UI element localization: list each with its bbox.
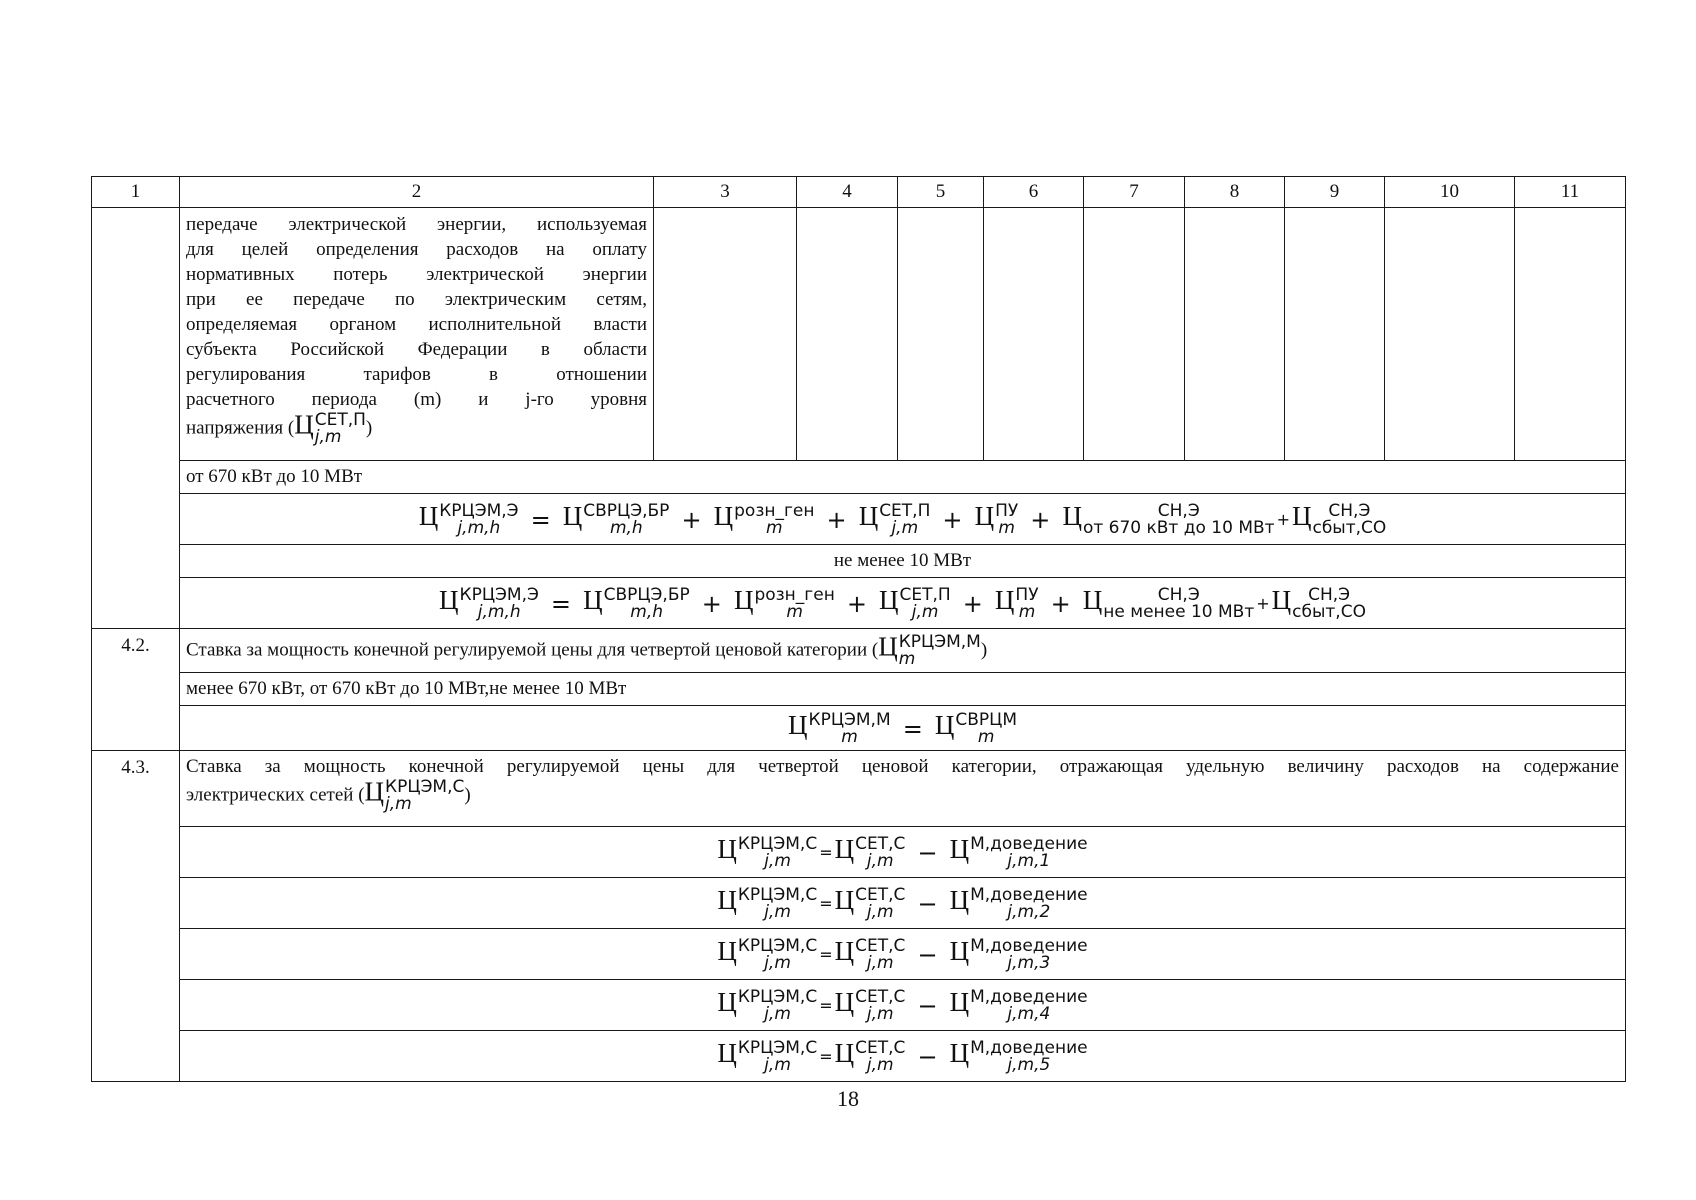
header-cell: 10	[1385, 177, 1515, 208]
superscript: КРЦЭМ,С	[737, 1037, 818, 1058]
symbol-indices	[737, 833, 818, 871]
price-symbol: Ц	[949, 834, 970, 865]
operator: +	[1050, 589, 1071, 618]
symbol-indices	[970, 935, 1088, 973]
subscript: j,m	[866, 850, 894, 871]
table-row	[92, 878, 1626, 929]
subscript: j,m	[891, 517, 919, 538]
superscript: М,доведение	[970, 986, 1088, 1007]
subscript: m	[1018, 601, 1036, 622]
price-symbol: Ц	[717, 1038, 737, 1069]
subscript: j,m	[764, 1054, 791, 1075]
superscript: ПУ	[995, 500, 1019, 521]
price-symbol: Ц	[834, 885, 855, 916]
subscript: j,m,h	[457, 517, 501, 538]
price-symbol: Ц	[834, 834, 855, 865]
table-row	[92, 706, 1626, 751]
operator: =	[530, 505, 551, 534]
superscript: СЕТ,С	[855, 1037, 906, 1058]
operator: −	[917, 889, 938, 918]
empty-cell	[797, 208, 898, 461]
symbol-indices	[737, 935, 818, 973]
symbol-indices	[970, 986, 1088, 1024]
price-symbol: Ц	[994, 585, 1015, 616]
symbol-indices	[899, 584, 951, 622]
symbol-indices	[1292, 584, 1366, 622]
subscript: j,m,3	[1007, 952, 1051, 973]
superscript: розн_ген	[754, 584, 835, 605]
empty-cell	[1515, 208, 1626, 461]
operator: −	[917, 1042, 938, 1071]
operator: +	[1276, 510, 1290, 530]
text-line: Ставка за мощность конечной регулируемой цены для четвертой ценовой категории, отражающая удельную величину расходов на содержание	[186, 756, 1619, 777]
header-cell: 7	[1084, 177, 1185, 208]
table-row	[92, 461, 1626, 494]
text-line-with-symbol	[186, 409, 647, 447]
operator: +	[681, 505, 702, 534]
symbol-indices	[995, 500, 1019, 538]
header-cell: 4	[797, 177, 898, 208]
subscript: j,m	[866, 952, 894, 973]
empty-cell	[1385, 208, 1515, 461]
row-number-cell-empty	[92, 208, 180, 629]
operator: +	[1256, 594, 1270, 614]
superscript: СЕТ,П	[899, 584, 951, 605]
price-symbol: Ц	[949, 885, 970, 916]
table-row	[92, 827, 1626, 878]
superscript: СН,Э	[1308, 584, 1351, 605]
subscript: сбыт,СО	[1292, 601, 1366, 622]
symbol-indices	[583, 500, 670, 538]
formula-cell	[180, 494, 1626, 545]
table-row	[92, 494, 1626, 545]
superscript: СН,Э	[1328, 500, 1371, 521]
superscript: КРЦЭМ,Э	[439, 500, 519, 521]
symbol-indices	[737, 1037, 818, 1075]
price-symbol: Ц	[294, 409, 314, 440]
text-line: субъекта Российской Федерации в области	[186, 339, 647, 360]
superscript: ПУ	[1015, 584, 1039, 605]
operator: =	[902, 714, 923, 743]
superscript: М,доведение	[970, 1037, 1088, 1058]
symbol-indices	[855, 884, 906, 922]
price-symbol: Ц	[583, 585, 603, 616]
symbol-indices	[855, 833, 906, 871]
subscript: j,m,1	[1007, 850, 1051, 871]
table-row	[92, 673, 1626, 706]
subscript: j,m,4	[1007, 1003, 1051, 1024]
subscript: j,m,2	[1007, 901, 1051, 922]
table-row	[92, 751, 1626, 827]
symbol-indices	[1103, 584, 1255, 622]
superscript: СЕТ,С	[855, 833, 906, 854]
subscript: сбыт,СО	[1312, 517, 1387, 538]
symbol-indices	[955, 709, 1017, 747]
subscript: j,m	[866, 1003, 894, 1024]
operator: +	[1030, 505, 1051, 534]
price-symbol: Ц	[878, 631, 898, 662]
subscript: не менее 10 МВт	[1103, 601, 1255, 622]
operator: −	[917, 940, 938, 969]
formula-cell	[180, 929, 1626, 980]
symbol-indices	[754, 584, 835, 622]
symbol-indices	[1082, 500, 1275, 538]
subrow-label: менее 670 кВт, от 670 кВт до 10 МВт,не менее 10 МВт	[180, 673, 1626, 706]
row-number: 4.3.	[92, 751, 180, 1082]
symbol-indices	[737, 986, 818, 1024]
operator: −	[917, 838, 938, 867]
price-symbol: Ц	[834, 1038, 855, 1069]
header-cell: 9	[1285, 177, 1385, 208]
subscript: от 670 кВт до 10 МВт	[1082, 517, 1275, 538]
header-cell: 2	[180, 177, 654, 208]
price-symbol: Ц	[949, 936, 970, 967]
subscript: j,m	[764, 901, 791, 922]
formula-cell	[180, 706, 1626, 751]
subscript: j,m	[314, 427, 342, 447]
price-symbol: Ц	[949, 1038, 970, 1069]
subscript: j,m	[866, 1054, 894, 1075]
superscript: СЕТ,П	[314, 410, 366, 430]
text-fragment: напряжения (	[186, 417, 295, 439]
empty-cell	[984, 208, 1084, 461]
superscript: СН,Э	[1157, 500, 1200, 521]
symbol-indices	[855, 1037, 906, 1075]
table-row	[92, 578, 1626, 629]
superscript: М,доведение	[970, 833, 1088, 854]
subscript: m,h	[630, 601, 664, 622]
price-symbol: Ц	[717, 987, 737, 1018]
formula-cell	[180, 827, 1626, 878]
superscript: КРЦЭМ,М	[898, 632, 981, 652]
tariff-table	[91, 176, 1626, 1082]
price-symbol: Ц	[713, 501, 734, 532]
symbol-indices	[315, 412, 366, 446]
empty-cell	[898, 208, 984, 461]
symbol-indices	[385, 779, 464, 813]
superscript: КРЦЭМ,М	[808, 709, 891, 730]
subscript: m	[786, 601, 803, 622]
subscript: j,m	[764, 952, 791, 973]
formula-cell	[180, 980, 1626, 1031]
superscript: КРЦЭМ,С	[737, 833, 818, 854]
symbol-indices	[855, 935, 906, 973]
symbol-indices	[970, 884, 1088, 922]
subscript: m	[766, 517, 783, 538]
subscript: m	[898, 649, 916, 669]
superscript: М,доведение	[970, 884, 1088, 905]
price-symbol: Ц	[934, 710, 955, 741]
table-row	[92, 980, 1626, 1031]
subscript: j,m	[764, 850, 791, 871]
row-description	[180, 629, 1626, 673]
empty-cell	[1185, 208, 1285, 461]
row-number: 4.2.	[92, 629, 180, 751]
price-symbol: Ц	[439, 585, 459, 616]
symbol-indices	[855, 986, 906, 1024]
subscript: m,h	[609, 517, 643, 538]
superscript: СВРЦМ	[955, 709, 1017, 730]
table-row	[92, 208, 1626, 461]
text-fragment: электрических сетей (	[186, 784, 365, 806]
symbol-indices	[808, 709, 891, 747]
text-line: регулирования тарифов в отношении	[186, 364, 647, 385]
operator: =	[819, 843, 833, 863]
symbol-indices	[603, 584, 690, 622]
header-cell: 8	[1185, 177, 1285, 208]
text-line: определяемая органом исполнительной власти	[186, 314, 647, 335]
subscript: j,m	[866, 901, 894, 922]
header-cell: 5	[898, 177, 984, 208]
formula-cell	[180, 878, 1626, 929]
symbol-indices	[879, 500, 931, 538]
superscript: СЕТ,С	[855, 935, 906, 956]
superscript: СВРЦЭ,БР	[603, 584, 690, 605]
superscript: КРЦЭМ,С	[385, 777, 465, 797]
superscript: КРЦЭМ,С	[737, 884, 818, 905]
subrow-label: не менее 10 МВт	[180, 545, 1626, 578]
price-symbol: Ц	[717, 885, 737, 916]
subscript: j,m,h	[477, 601, 521, 622]
superscript: КРЦЭМ,С	[737, 935, 818, 956]
superscript: СН,Э	[1157, 584, 1200, 605]
row-description	[180, 751, 1626, 827]
header-cell: 3	[654, 177, 797, 208]
table-row	[92, 545, 1626, 578]
symbol-indices	[737, 884, 818, 922]
price-symbol: Ц	[834, 936, 855, 967]
symbol-indices	[970, 833, 1088, 871]
subrow-label: от 670 кВт до 10 МВт	[180, 461, 1626, 494]
superscript: СЕТ,С	[855, 884, 906, 905]
header-cell: 6	[984, 177, 1084, 208]
table-row	[92, 1031, 1626, 1082]
subscript: m	[998, 517, 1015, 538]
table-row	[92, 629, 1626, 673]
operator: =	[550, 589, 572, 618]
text-line: расчетного периода (m) и j-го уровня	[186, 389, 647, 410]
text-fragment: Ставка за мощность конечной регулируемой цены для четвертой ценовой категории (	[186, 639, 879, 661]
price-symbol: Ц	[879, 585, 899, 616]
superscript: М,доведение	[970, 935, 1088, 956]
symbol-indices	[1312, 500, 1387, 538]
price-symbol: Ц	[562, 501, 583, 532]
price-symbol: Ц	[834, 987, 855, 1018]
operator: +	[826, 505, 847, 534]
header-cell: 11	[1515, 177, 1626, 208]
operator: +	[701, 589, 722, 618]
subscript: j,m	[911, 601, 939, 622]
price-symbol: Ц	[733, 585, 754, 616]
description-cell	[180, 208, 654, 461]
price-symbol: Ц	[788, 710, 808, 741]
price-symbol: Ц	[717, 834, 737, 865]
symbol-indices	[1015, 584, 1039, 622]
price-symbol: Ц	[717, 936, 737, 967]
subscript: m	[977, 726, 995, 747]
price-symbol: Ц	[364, 776, 385, 807]
price-symbol: Ц	[1062, 501, 1082, 532]
superscript: розн_ген	[734, 500, 815, 521]
text-fragment: )	[365, 417, 373, 439]
empty-cell	[654, 208, 797, 461]
operator: =	[819, 1047, 833, 1067]
header-cell: 1	[92, 177, 180, 208]
symbol-indices	[899, 634, 981, 668]
empty-cell	[1084, 208, 1185, 461]
price-symbol: Ц	[858, 501, 879, 532]
operator: −	[917, 991, 938, 1020]
text-line: для целей определения расходов на оплату	[186, 239, 647, 260]
superscript: КРЦЭМ,С	[737, 986, 818, 1007]
formula-cell	[180, 578, 1626, 629]
formula-cell	[180, 1031, 1626, 1082]
superscript: СЕТ,С	[855, 986, 906, 1007]
symbol-indices	[970, 1037, 1088, 1075]
text-line-with-symbol	[186, 776, 1619, 814]
operator: =	[819, 894, 833, 914]
subscript: m	[841, 726, 858, 747]
superscript: КРЦЭМ,Э	[459, 584, 539, 605]
symbol-indices	[459, 584, 539, 622]
text-line: при ее передаче по электрическим сетям,	[186, 289, 647, 310]
empty-cell	[1285, 208, 1385, 461]
price-symbol: Ц	[1082, 585, 1103, 616]
text-line: нормативных потерь электрической энергии	[186, 264, 647, 285]
operator: +	[962, 589, 983, 618]
subscript: j,m	[764, 1003, 791, 1024]
symbol-indices	[734, 500, 815, 538]
table-header-row	[92, 177, 1626, 208]
price-symbol: Ц	[949, 987, 970, 1018]
subscript: j,m,5	[1007, 1054, 1051, 1075]
subscript: j,m	[385, 794, 412, 814]
superscript: СВРЦЭ,БР	[583, 500, 670, 521]
symbol-indices	[439, 500, 519, 538]
table-row	[92, 929, 1626, 980]
text-line: передаче электрической энергии, используемая	[186, 214, 647, 235]
price-symbol: Ц	[1291, 501, 1312, 532]
superscript: СЕТ,П	[879, 500, 931, 521]
page-number: 18	[837, 1086, 859, 1111]
operator: =	[819, 945, 833, 965]
operator: =	[819, 996, 833, 1016]
price-symbol: Ц	[1271, 585, 1292, 616]
price-symbol: Ц	[974, 501, 995, 532]
text-fragment: )	[464, 784, 471, 806]
text-fragment: )	[980, 639, 988, 661]
operator: +	[942, 505, 963, 534]
price-symbol: Ц	[418, 501, 439, 532]
operator: +	[846, 589, 867, 618]
